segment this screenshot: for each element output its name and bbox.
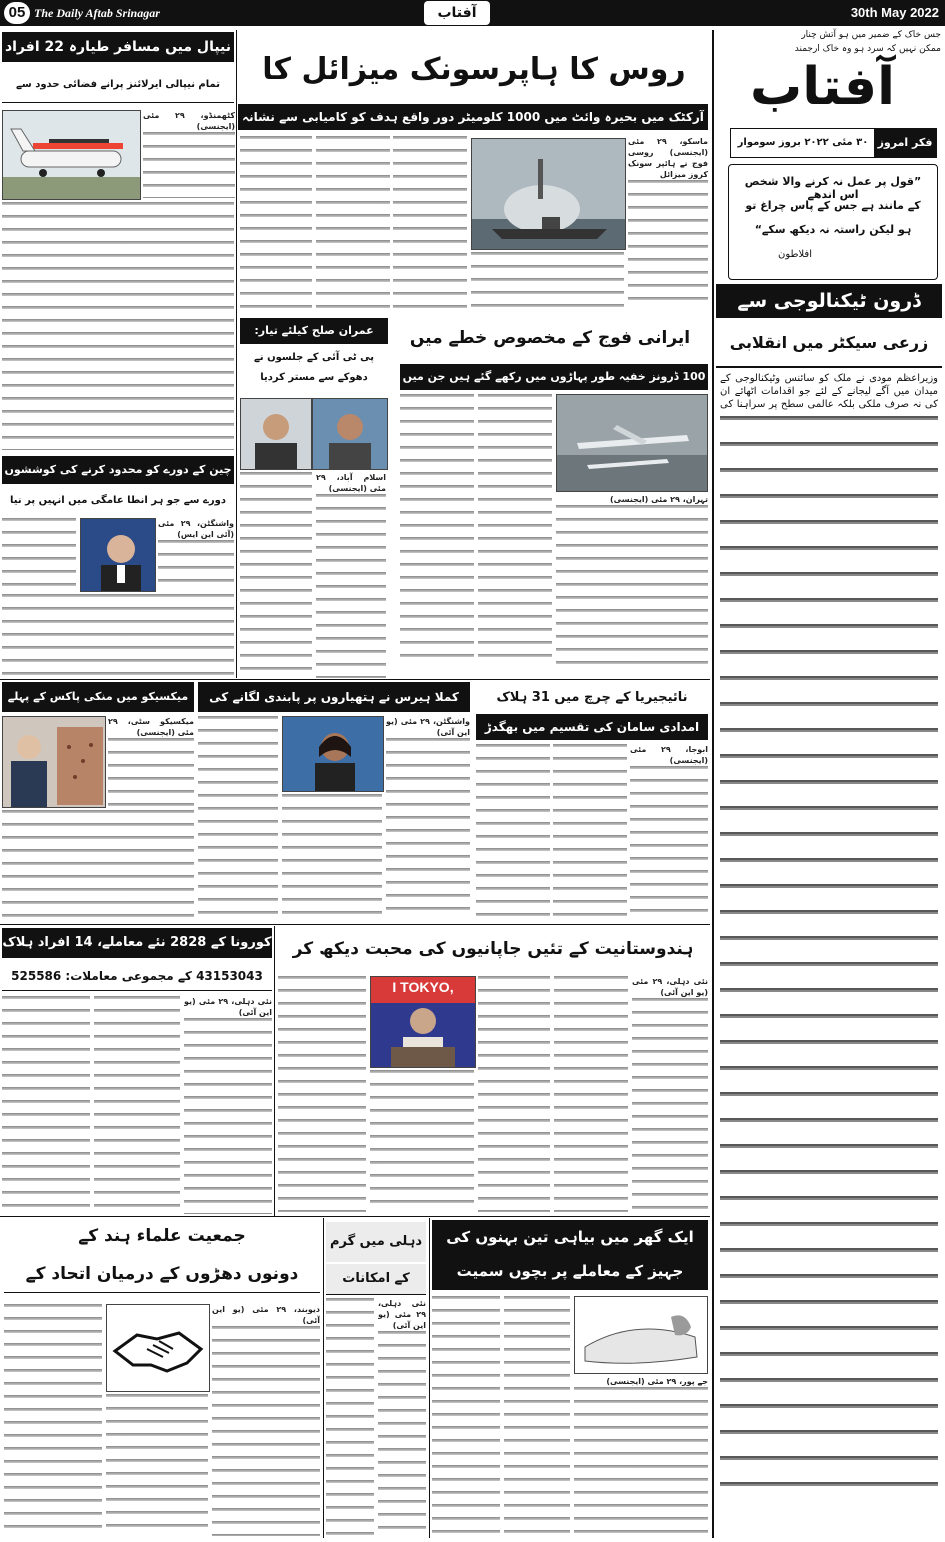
column-rule	[323, 1218, 324, 1538]
sisters-col-1-text	[574, 1387, 708, 1533]
blinken-photo	[80, 518, 156, 592]
imran-col-2-text	[240, 472, 312, 678]
jamiat-col-2	[106, 1394, 208, 1536]
iran-subhead: 100 ڈرونز خفیہ طور پہاڑوں میں رکھے گئے ہیں جن میں	[400, 364, 708, 390]
sisters-col-1	[574, 1376, 708, 1536]
editorial-lede: وزیراعظم مودی نے ملک کو سائنس وٹیکنالوجی کے میدان میں آگے لیجانے کے لئے جو اقدامات اٹھائے ان کی نہ صرف ملکی بلکہ عالمی سطح پر سراہنا کی	[720, 373, 938, 410]
china-beside-text	[158, 540, 234, 590]
china-subhead: دورے سے جو ہر انطا عامگی میں انہیں پر نیا	[10, 495, 226, 506]
kamala-portrait-image	[283, 717, 383, 791]
delhi-col-1-text	[378, 1331, 426, 1531]
section-rule	[0, 924, 710, 925]
zardari-portrait-image	[241, 399, 311, 469]
modi-col-1	[632, 976, 708, 1212]
column-rule	[274, 926, 275, 1216]
modi-photo	[370, 976, 476, 1068]
nepal-col-beside	[143, 110, 235, 198]
editorial-title-2: زرعی سیکٹر میں انقلابی	[716, 320, 942, 368]
iran-dateline: تہران، ۲۹ مئی (ایجنسی)	[609, 495, 708, 504]
lead-col-1-text	[628, 180, 708, 310]
sisters-headline-box	[432, 1220, 708, 1290]
column-divider	[712, 30, 714, 1538]
delhi-dateline: نئی دہلی، ۲۹ مئی (یو این آئی)	[378, 1299, 426, 1330]
iran-col-3	[400, 394, 474, 666]
quote-line-3: ہو لیکن راستہ نہ دیکھ سکے“	[754, 223, 912, 236]
china-body-text	[2, 594, 234, 676]
kamala-col-3	[198, 716, 278, 920]
mexico-body-text	[2, 810, 194, 920]
sisters-col-2-text	[504, 1296, 570, 1536]
modi-photo-text: I TOKYO,	[392, 979, 454, 995]
nigeria-col-2	[553, 744, 627, 920]
kamala-photo	[282, 716, 384, 792]
sisters-headline-1: ایک گھر میں بیاہی تین بہنوں کی	[446, 1228, 694, 1246]
jamiat-headline-2: دونوں دھڑوں کے درمیان اتحاد کے	[4, 1256, 320, 1293]
nepal-body	[2, 202, 234, 450]
corona-col-3	[2, 996, 90, 1214]
sisters-col-2	[504, 1296, 570, 1536]
nigeria-headline: نائیجیریا کے چرچ میں 31 ہلاک	[496, 690, 688, 705]
china-body	[2, 594, 234, 676]
modi-col-4-text	[370, 1070, 474, 1212]
handshake-icon	[107, 1305, 209, 1391]
nigeria-col-3-text	[476, 744, 550, 920]
delhi-col-1	[378, 1298, 426, 1536]
iran-headline: ایرانی فوج کے مخصوص خطے میں	[409, 328, 691, 348]
person-portrait-image	[81, 519, 155, 591]
modi-col-2-text	[554, 976, 628, 1212]
nepal-body-text	[2, 202, 234, 450]
nigeria-col-2-text	[553, 744, 627, 920]
china-dateline: واشنگٹن، ۲۹ مئی (آئی این ایس)	[158, 519, 234, 539]
drones-image	[557, 395, 707, 491]
nepal-headline: نیپال میں مسافر طیارہ 22 افراد	[2, 32, 234, 62]
fikr-label: فکر امروز	[874, 129, 936, 157]
column-rule	[236, 30, 237, 678]
nigeria-dateline: ابوجا، ۲۹ مئی (ایجنسی)	[630, 745, 708, 765]
nigeria-col-1	[630, 744, 708, 920]
plane-photo	[2, 110, 141, 200]
sisters-col-3-text	[432, 1296, 500, 1536]
fikr-bar	[730, 128, 937, 158]
lead-col-2	[393, 136, 467, 310]
drones-photo	[556, 394, 708, 492]
kamala-dateline: واشنگٹن، ۲۹ مئی (یو این آئی)	[386, 717, 470, 737]
modi-col-5-text	[278, 976, 366, 1212]
missile-photo	[471, 138, 626, 250]
column-rule	[429, 1218, 430, 1538]
sisters-col-3	[432, 1296, 500, 1536]
imran-col-1	[316, 472, 386, 678]
iran-col-2	[478, 394, 552, 666]
mexico-col-beside	[108, 716, 194, 806]
issue-date: 30th May 2022	[850, 5, 939, 20]
masthead-mini: آفتاب	[424, 1, 490, 25]
imran-col-1-text	[316, 494, 386, 678]
iran-col-1	[556, 494, 708, 666]
nepal-subhead: تمام نیپالی ایرلائنز پرانے فضائی حدود سے	[2, 68, 234, 103]
top-couplet-2: ممکن نہیں کہ سرد ہو وہ خاک ارجمند	[794, 44, 941, 54]
modi-col-4	[370, 1070, 474, 1212]
nigeria-col-1-text	[630, 766, 708, 920]
modi-dateline: نئی دہلی، ۲۹ مئی (یو این آئی)	[632, 977, 708, 997]
section-rule	[0, 1216, 710, 1217]
editorial-body	[720, 416, 938, 1506]
modi-col-3	[478, 976, 550, 1212]
modi-col-5	[278, 976, 366, 1212]
section-rule	[0, 679, 710, 680]
monkeypox-image	[3, 717, 105, 807]
lead-col-4-text	[240, 136, 312, 310]
fikr-date: ۳۰ مئی ۲۰۲۲ بروز سوموار	[737, 137, 869, 148]
sisters-headline-2: جہیز کے معاملے پر بچوں سمیت	[456, 1262, 684, 1280]
corona-col-3-text	[2, 996, 90, 1214]
mexico-beside-text	[108, 738, 194, 806]
imran-headline: عمران صلح کیلئے تیار:	[240, 318, 388, 344]
lead-col-3	[316, 136, 390, 310]
quote-line-2: کے مانند ہے جس کے پاس چراغ تو	[745, 199, 921, 212]
corona-col-2-text	[94, 996, 180, 1214]
top-bar	[0, 0, 945, 26]
china-col-left	[2, 518, 76, 590]
sisters-dateline: جے پور، ۲۹ مئی (ایجنسی)	[606, 1377, 708, 1386]
mexico-dateline: میکسیکو سٹی، ۲۹ مئی (ایجنسی)	[108, 717, 194, 737]
quote-box	[728, 164, 938, 280]
jamiat-col-3	[4, 1304, 102, 1536]
iran-col-1-text	[556, 505, 708, 665]
top-couplet-1: جس خاک کے ضمیر میں ہو آتش چنار	[801, 30, 941, 40]
corona-subhead: 43153043 کے مجموعی معاملات: 525586	[2, 962, 272, 991]
lead-col-below-photo	[471, 252, 624, 310]
zardari-photo	[240, 398, 312, 470]
page-number: 05	[4, 2, 30, 24]
corona-col-1-text	[184, 1018, 272, 1214]
mexico-headline: میکسیکو میں منکی پاکس کے پہلے	[2, 682, 194, 712]
imran-subhead: پی ٹی آئی کے جلسوں نے دھوکے سے مستر کردیا	[253, 352, 374, 383]
kamala-headline: کملا ہیرس نے ہتھیاروں پر پابندی لگانے کی	[198, 682, 470, 712]
missile-launch-image	[472, 139, 625, 249]
imran-portrait-image	[313, 399, 387, 469]
kamala-col-2-text	[282, 794, 382, 920]
delhi-headline-2: کے امکانات	[326, 1264, 426, 1295]
china-col-beside	[158, 518, 234, 590]
jamiat-col-3-text	[4, 1304, 102, 1536]
kamala-col-1-text	[386, 738, 470, 920]
modi-col-3-text	[478, 976, 550, 1212]
iran-col-3-text	[400, 394, 474, 666]
jamiat-headline-1: جمعیت علماء ہند کے	[78, 1226, 246, 1246]
china-headline: چین کے دورے کو محدود کرنے کی کوششوں	[2, 456, 234, 484]
modi-col-1-text	[632, 998, 708, 1212]
delhi-headline-1: دہلی میں گرم	[326, 1222, 426, 1262]
monkeypox-photo	[2, 716, 106, 808]
delhi-col-2	[326, 1298, 374, 1536]
jamiat-col-1	[212, 1304, 320, 1536]
corona-dateline: نئی دہلی، ۲۹ مئی (یو این آئی)	[184, 997, 272, 1017]
quote-author: افلاطون	[778, 249, 812, 260]
modi-headline: ہندوستانیت کے تئیں جاپانیوں کی محبت دیکھ کر	[292, 939, 694, 959]
imran-photo	[312, 398, 388, 470]
lead-col-1	[628, 136, 708, 310]
lead-headline: روس کا ہاپرسونک میزائل کا	[262, 52, 686, 87]
nepal-beside-text	[143, 132, 235, 198]
corona-headline: کورونا کے 2828 نئے معاملے، 14 افراد ہلاک	[2, 928, 272, 958]
lead-dateline: ماسکو، ۲۹ مئی (ایجنسی) روسی فوج نے ہائپر سونک کروز میزائل	[628, 137, 708, 179]
lead-col-2-text	[393, 136, 467, 310]
kamala-col-2	[282, 794, 382, 920]
imran-dateline: اسلام آباد، ۲۹ مئی (ایجنسی)	[316, 473, 386, 493]
masthead-logo: آفتاب	[750, 57, 895, 117]
delhi-col-2-text	[326, 1298, 374, 1536]
lead-subhead: آرکٹک میں بحیرہ وائٹ میں 1000 کلومیٹر دور واقع ہدف کو کامیابی سے نشانہ	[238, 104, 708, 130]
china-left-text	[2, 518, 76, 590]
covered-body-image	[575, 1297, 707, 1373]
sisters-photo	[574, 1296, 708, 1374]
kamala-col-1	[386, 716, 470, 920]
nigeria-subhead: امدادی سامان کی تقسیم میں بھگدڑ	[476, 714, 708, 740]
modi-col-2	[554, 976, 628, 1212]
jamiat-col-2-text	[106, 1394, 208, 1536]
handshake-photo	[106, 1304, 210, 1392]
editorial-title-1: ڈرون ٹیکنالوجی سے	[716, 284, 942, 318]
jamiat-col-1-text	[212, 1326, 320, 1536]
corona-col-2	[94, 996, 180, 1214]
quote-line-1: ”قول پر عمل نہ کرنے والا شخص اس اندھے	[744, 175, 922, 201]
airplane-image	[3, 111, 140, 199]
lead-col-3-text	[316, 136, 390, 310]
corona-col-1	[184, 996, 272, 1214]
nepal-dateline: کٹھمنڈو، ۲۹ مئی (ایجنسی)	[143, 111, 235, 131]
mexico-body	[2, 810, 194, 920]
publication-name: The Daily Aftab Srinagar	[34, 6, 160, 20]
lead-below-text	[471, 252, 624, 310]
imran-col-2	[240, 472, 312, 678]
lead-col-4	[240, 136, 312, 310]
nigeria-col-3	[476, 744, 550, 920]
kamala-col-3-text	[198, 716, 278, 920]
jamiat-dateline: دیوبند، ۲۹ مئی (یو این آئی)	[212, 1305, 320, 1325]
iran-col-2-text	[478, 394, 552, 666]
